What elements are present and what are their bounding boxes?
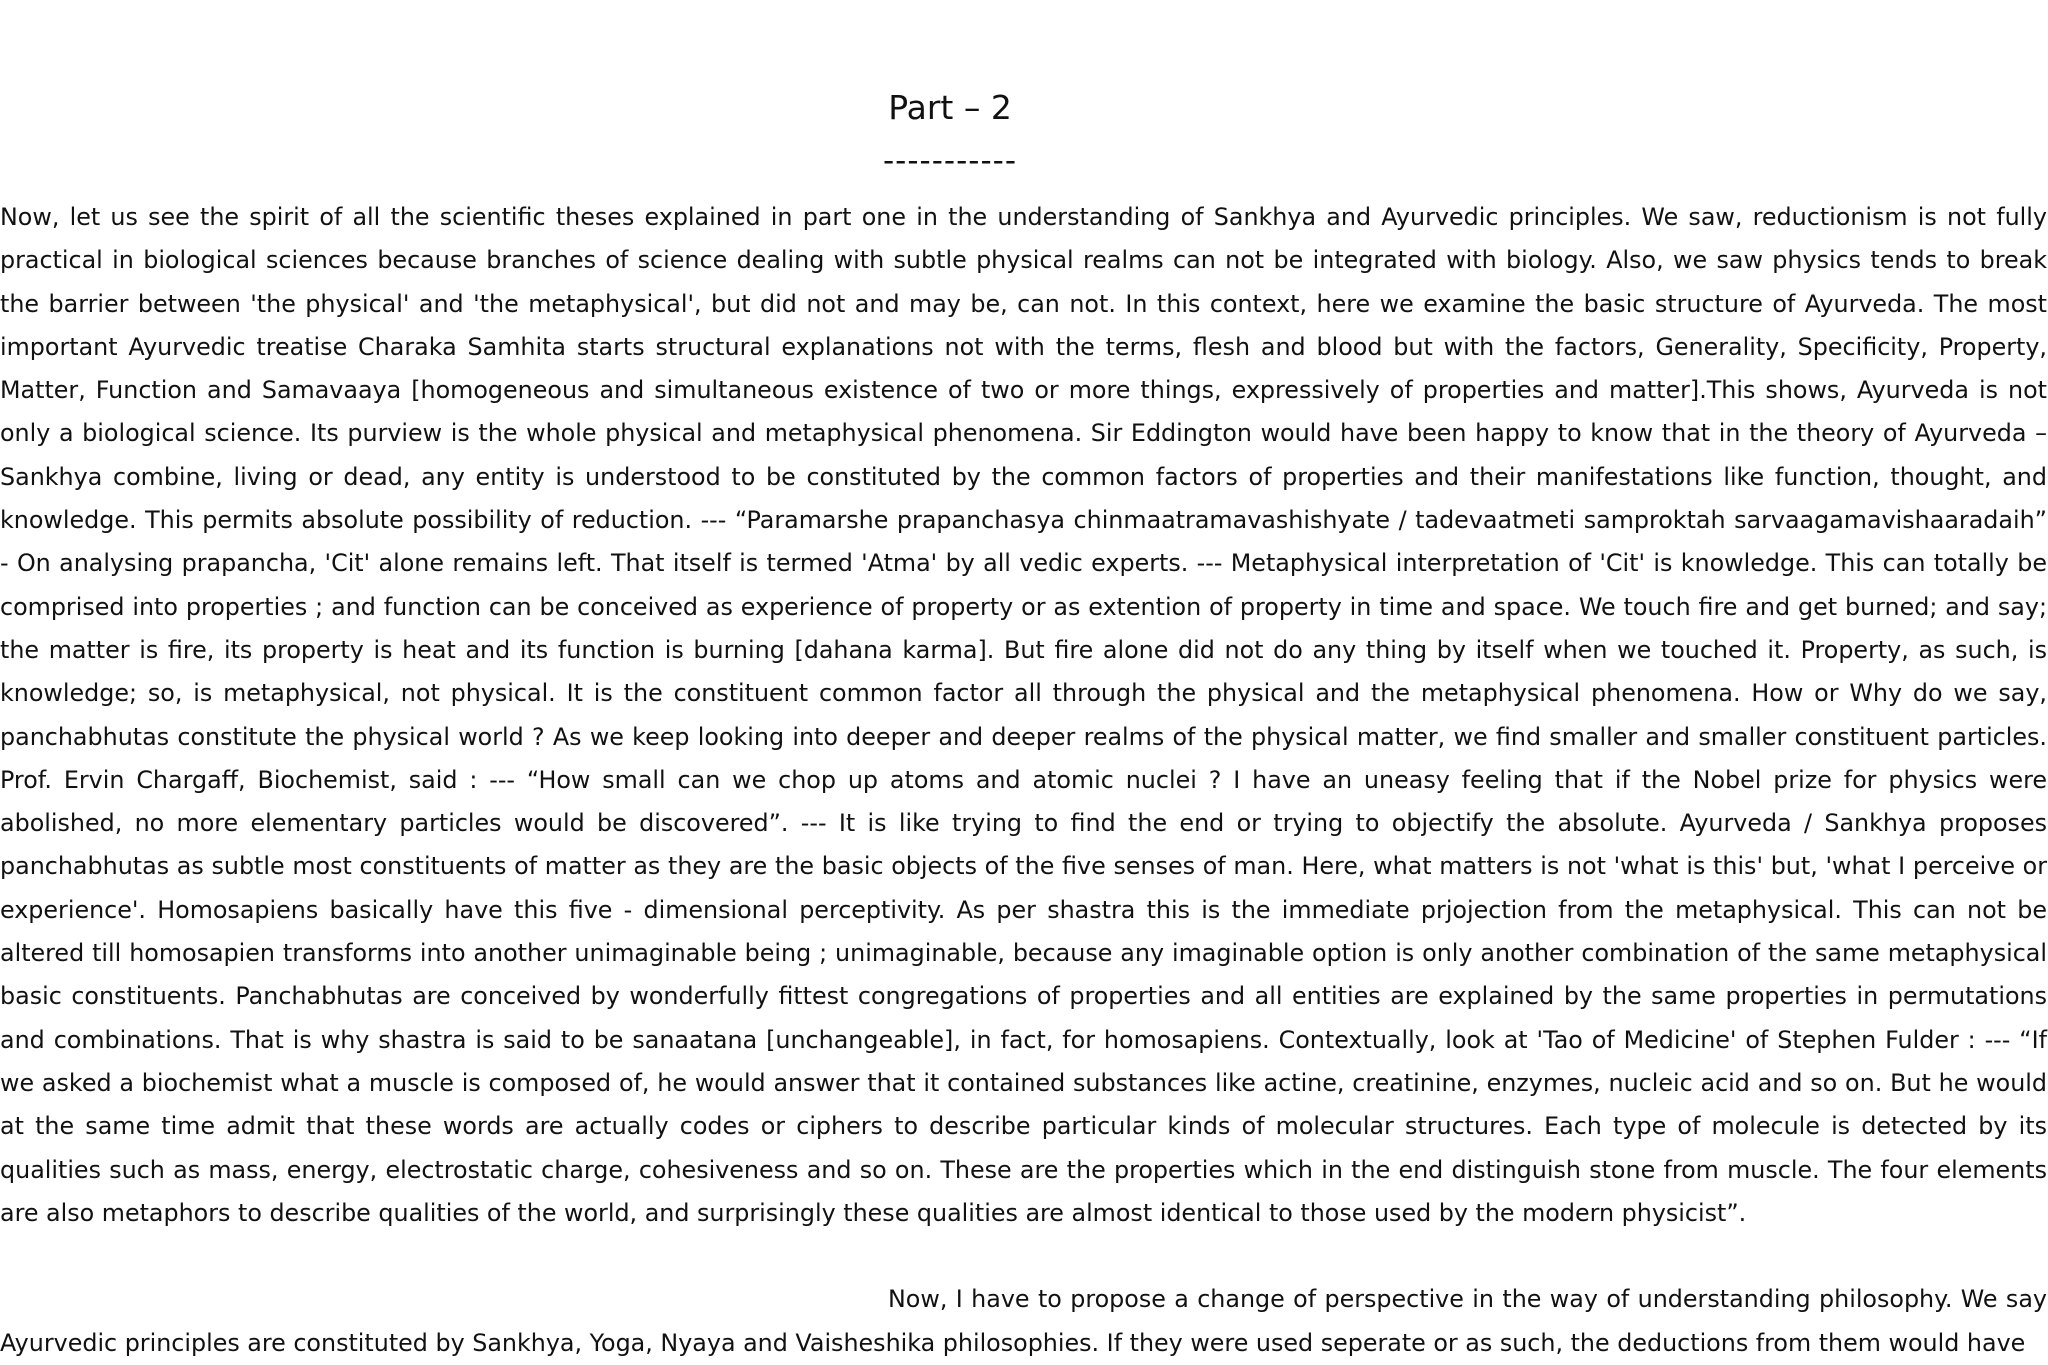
page-title: Part – 2 <box>888 88 1012 127</box>
paragraph: Now, let us see the spirit of all the scientific theses explained in part one in the understanding of Sankhya and Ayurvedic principles. We saw, reductionism is not fully practical in biological sciences because branches of science dealing with subtle physical realms can not be integrated with biology. Also, we saw physics tends to break the barrier between 'the physical' and 'the metaphysical', but did not and may be, can not. In this context, here we examine the basic structure of Ayurveda. The most important Ayurvedic treatise Charaka Samhita starts structural explanations not with the terms, flesh and blood but with the factors, Generality, Specificity, Property, Matter, Function and Samavaaya [homogeneous and simultaneous existence of two or more things, expressively of properties and matter].This shows, Ayurveda is not only a biological science. Its purview is the whole physical and metaphysical phenomena. Sir Eddington would have been happy to know that in the theory of Ayurveda – Sankhya combine, living or dead, any entity is understood to be constituted by the common factors of properties and their manifestations like function, thought, and knowledge. This permits absolute possibility of reduction. --- “Paramarshe prapanchasya chinmaatramavashishyate / tadevaatmeti samproktah sarvaagamavishaaradaih” - On analysing prapancha, 'Cit' alone remains left. That itself is termed 'Atma' by all vedic experts. --- Metaphysical interpretation of 'Cit' is knowledge. This can totally be comprised into properties ; and function can be conceived as experience of property or as extention of property in time and space. We touch fire and get burned; and say; the matter is fire, its property is heat and its function is burning [dahana karma]. But fire alone did not do any thing by itself when we touched it. Property, as such, is knowledge; so, is metaphysical, not physical. It is the constituent common factor all through the physical and the metaphysical phenomena. How or Why do we say, panchabhutas constitute the physical world ? As we keep looking into deeper and deeper realms of the physical matter, we find smaller and smaller constituent particles. Prof. Ervin Chargaff, Biochemist, said : --- “How small can we chop up atoms and atomic nuclei ? I have an uneasy feeling that if the Nobel prize for physics were abolished, no more elementary particles would be discovered”. --- It is like trying to find the end or trying to objectify the absolute. Ayurveda / Sankhya proposes panchabhutas as subtle most constituents of matter as they are the basic objects of the five senses of man. Here, what matters is not 'what is this' but, 'what I perceive or experience'. Homosapiens basically have this five - dimensional perceptivity. As per shastra this is the immediate prjojection from the metaphysical. This can not be altered till homosapien transforms into another unimaginable being ; unimaginable, because any imaginable option is only another combination of the same metaphysical basic constituents. Panchabhutas are conceived by wonderfully fittest congregations of properties and all entities are explained by the same properties in permutations and combinations. That is why shastra is said to be sanaatana [unchangeable], in fact, for homosapiens. Contextually, look at 'Tao of Medicine' of Stephen Fulder : --- “If we asked a biochemist what a muscle is composed of, he would answer that it contained substances like actine, creatinine, enzymes, nucleic acid and so on. But he would at the same time admit that these words are actually codes or ciphers to describe particular kinds of molecular structures. Each type of molecule is detected by its qualities such as mass, energy, electrostatic charge, cohesiveness and so on. These are the properties which in the end distinguish stone from muscle. The four elements are also metaphors to describe qualities of the world, and surprisingly these qualities are almost identical to those used by the modern physicist”. <box>0 203 2047 1227</box>
title-divider: ----------- <box>882 143 1018 179</box>
document-body <box>0 196 2047 1365</box>
paragraph: Now, I have to propose a change of perspective in the way of understanding philosophy. We say Ayurvedic principles are constituted by Sankhya, Yoga, Nyaya and Vaisheshika philosophies. If they were used seperate or as such, the deductions from them would have <box>0 1285 2047 1357</box>
